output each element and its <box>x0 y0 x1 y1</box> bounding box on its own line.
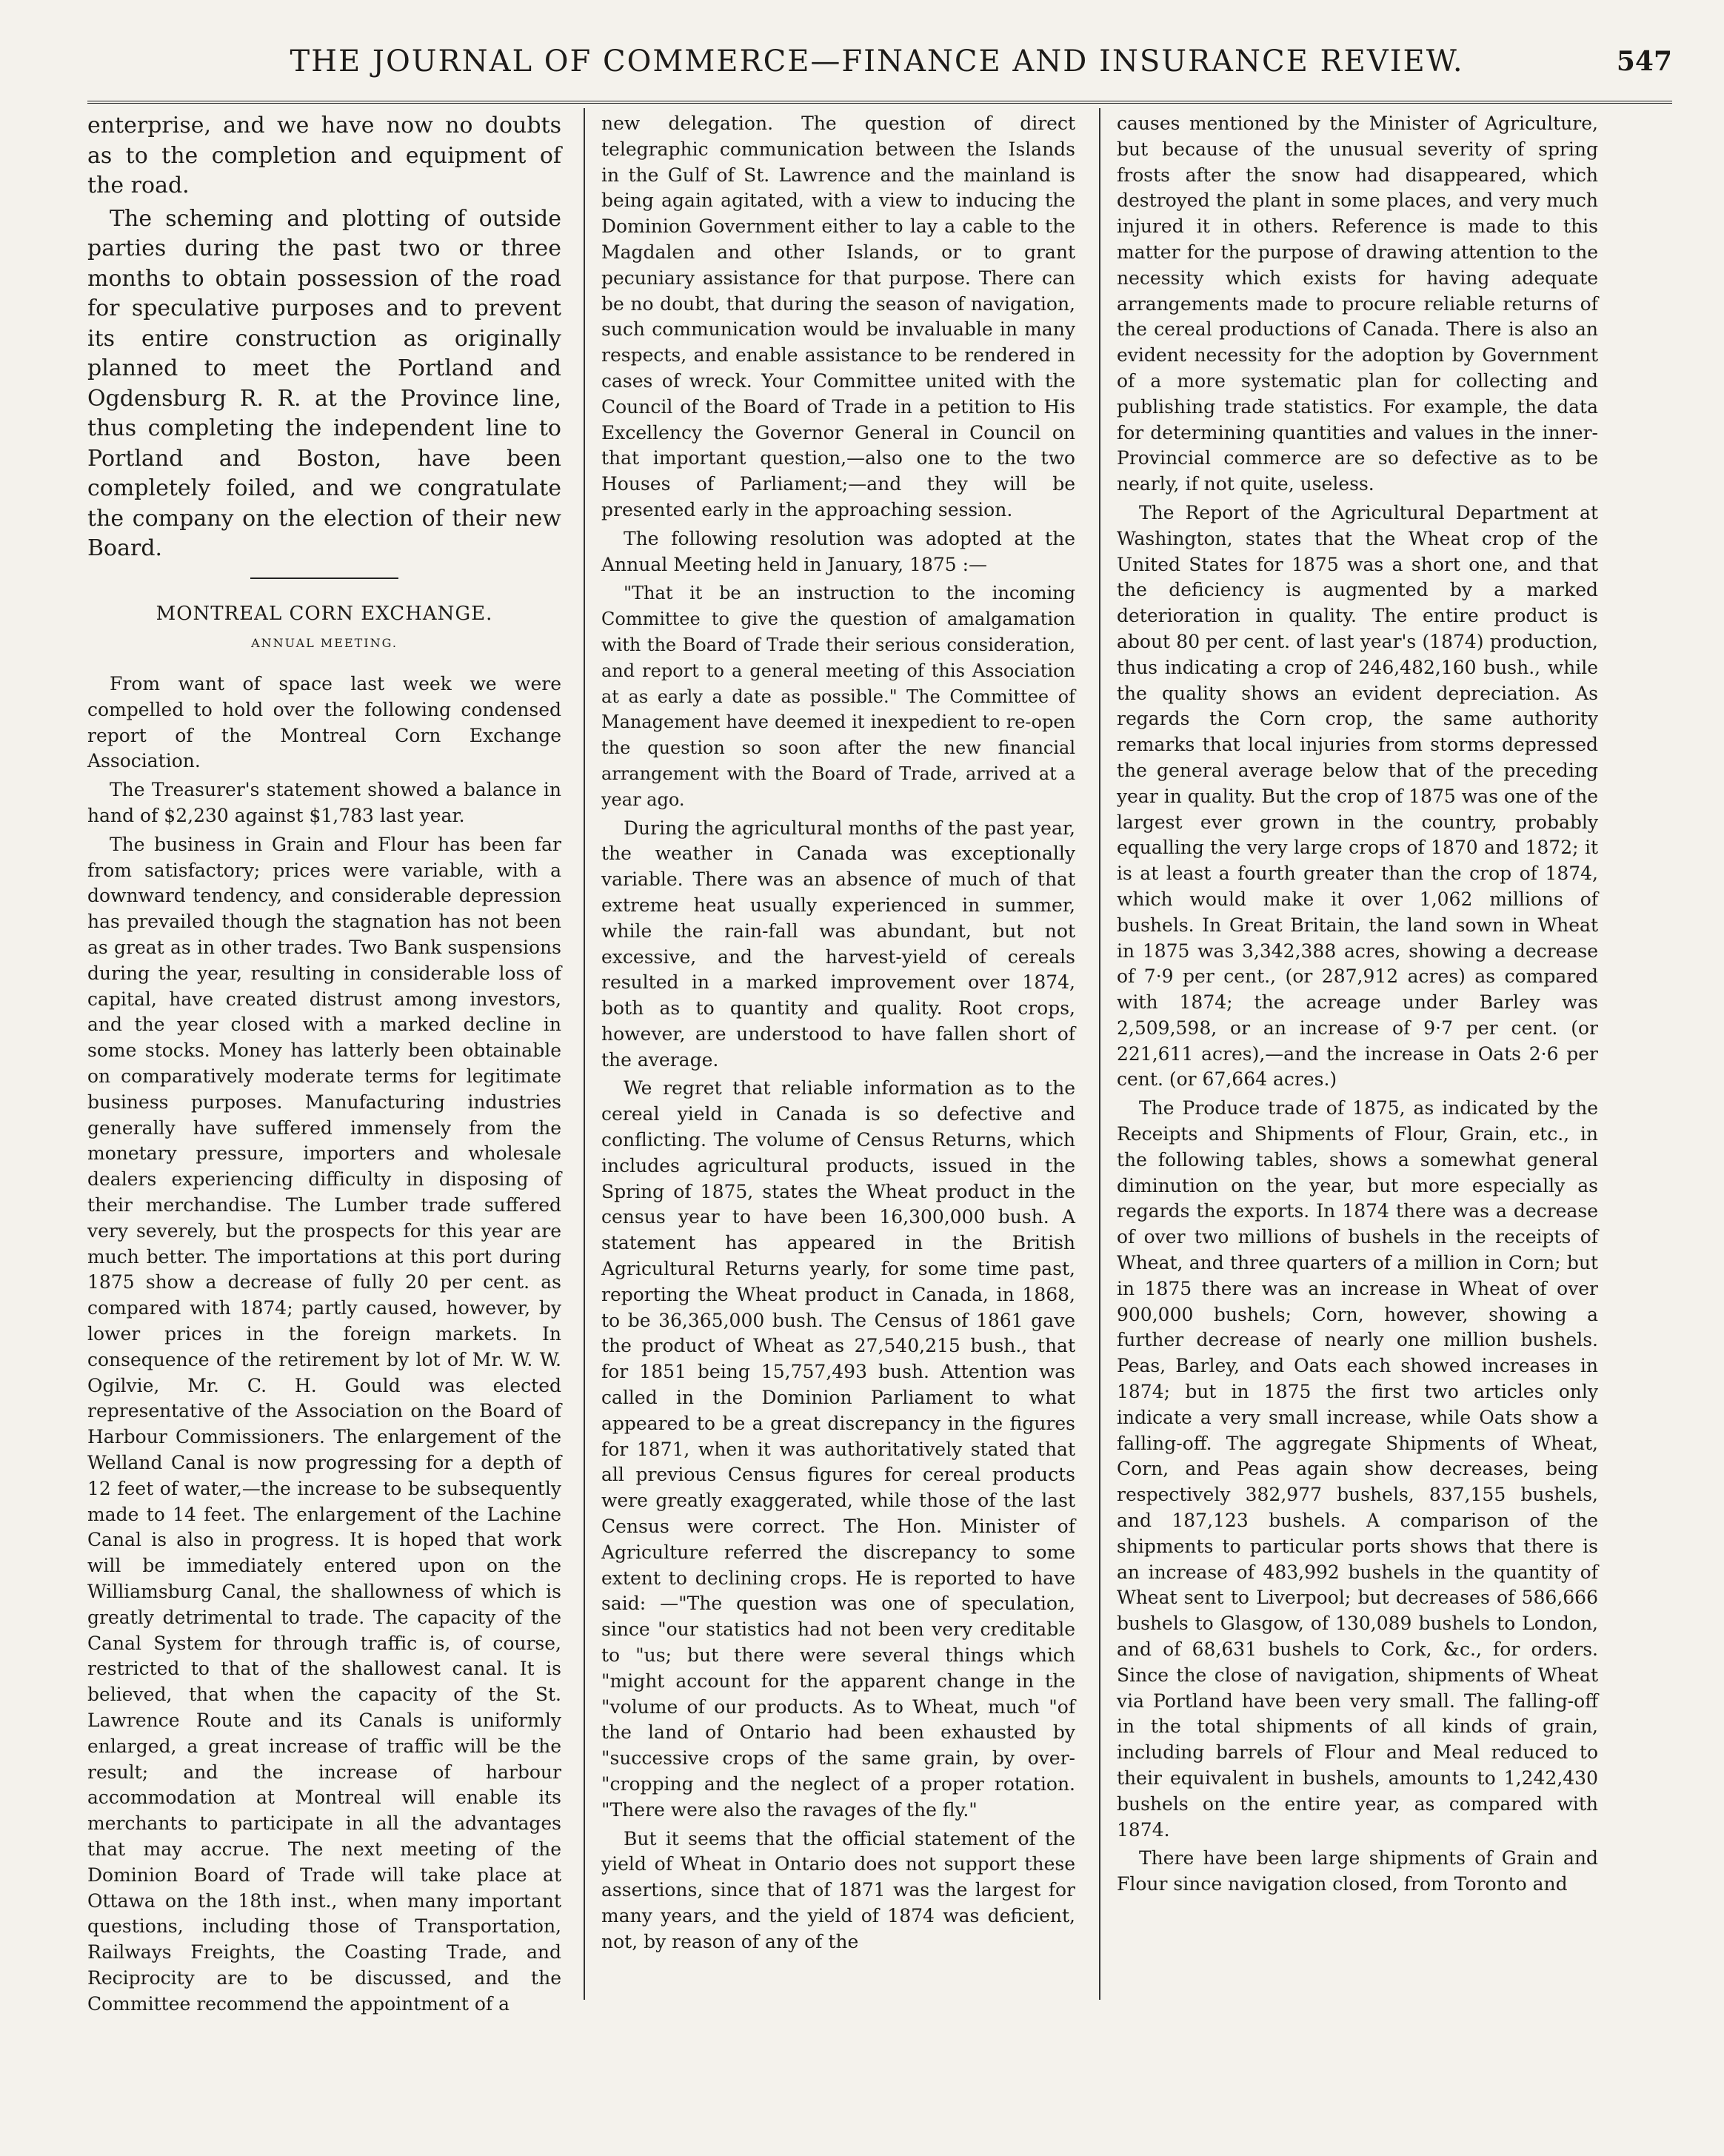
article-paragraph: The following resolution was adopted at the Annual Meeting held in January, 1875 :— <box>601 527 1075 575</box>
page-header <box>81 41 1672 93</box>
article-paragraph: But it seems that the official statement of the yield of Wheat in Ontario does not support these assertions, since that of 1871 was the largest for many years, and the yield of 1874 was deficient, not, by reason of any of the <box>601 1827 1075 1952</box>
article-paragraph: new delegation. The question of direct telegraphic communication between the Islands in the Gulf of St. Lawrence and the mainland is being again agitated, with a view to inducing the Dominion Government either to lay a cable to the Magdalen and other Islands, or to grant pecuniary assistance for that purpose. There can be no doubt, that during the season of navigation, such communication would be invaluable in many respects, and enable assistance to be rendered in cases of wreck. Your Committee united with the Council of the Board of Trade in a petition to His Excellency the Governor General in Council on that important question,—also one to the two Houses of Parliament;—and they will be presented early in the approaching session. <box>601 113 1075 520</box>
article-paragraph: enterprise, and we have now no doubts as to the completion and equipment of the road. <box>87 113 561 198</box>
journal-title: THE JOURNAL OF COMMERCE—FINANCE AND INSURANCE REVIEW. <box>290 44 1464 78</box>
article-paragraph: The business in Grain and Flour has been far from satisfactory; prices were variable, with a downward tendency, and considerable depression has prevailed though the stagnation has not been as great as in other trades. Two Bank suspensions during the year, resulting in considerable loss of capital, have created distrust among investors, and the year closed with a marked decline in some stocks. Money has latterly been obtainable on comparatively moderate terms for legitimate business purposes. Manufacturing industries generally have suffered immensely from the monetary pressure, importers and wholesale dealers experiencing difficulty in disposing of their merchandise. The Lumber trade suffered very severely, but the prospects for this year are much better. The importations at this port during 1875 show a decrease of fully 20 per cent. as compared with 1874; partly caused, however, by lower prices in the foreign markets. In consequence of the retirement by lot of Mr. W. W. Ogilvie, Mr. C. H. Gould was elected representative of the Association on the Board of Harbour Commissioners. The enlargement of the Welland Canal is now progressing for a depth of 12 feet of water,—the increase to be subsequently made to 14 feet. The enlargement of the Lachine Canal is also in progress. It is hoped that work will be immediately entered upon on the Williamsburg Canal, the shallowness of which is greatly detrimental to trade. The capacity of the Canal System for through traffic is, of course, restricted to that of the shallowest canal. It is believed, that when the capacity of the St. Lawrence Route and its Canals is uniformly enlarged, a great increase of traffic will be the result; and the increase of harbour accommodation at Montreal will enable its merchants to participate in all the advantages that may accrue. The next meeting of the Dominion Board of Trade will take place at Ottawa on the 18th inst., when many important questions, including those of Transportation, Railways Freights, the Coasting Trade, and Reciprocity are to be discussed, and the Committee recommend the appointment of a <box>87 833 561 2015</box>
section-subheading: ANNUAL MEETING. <box>251 636 398 651</box>
article-paragraph: The Produce trade of 1875, as indicated by the Receipts and Shipments of Flour, Grain, etc., in the following tables, shows a somewhat general diminution on the year, but more especially as regards the exports. In 1874 there was a decrease of over two millions of bushels in the receipts of Wheat, and three quarters of a million in Corn; but in 1875 there was an increase in Wheat of over 900,000 bushels; Corn, however, showing a further decrease of nearly one million bushels. Peas, Barley, and Oats each showed increases in 1874; but in 1875 the first two articles only indicate a very small increase, while Oats show a falling-off. The aggregate Shipments of Wheat, Corn, and Peas again show decreases, being respectively 382,977 bushels, 837,155 bushels, and 187,123 bushels. A comparison of the shipments to particular ports shows that there is an increase of 483,992 bushels in the quantity of Wheat sent to Liverpool; but decreases of 586,666 bushels to Glasgow, of 130,089 bushels to London, and of 68,631 bushels to Cork, &c., for orders. Since the close of navigation, shipments of Wheat via Portland have been very small. The falling-off in the total shipments of all kinds of grain, including barrels of Flour and Meal reduced to their equivalent in bushels, amounts to 1,242,430 bushels on the entire year, as compared with 1874. <box>1117 1097 1598 1841</box>
article-paragraph: The Report of the Agricultural Department at Washington, states that the Wheat crop of the United States for 1875 was a short one, and that the deficiency is augmented by a marked deterioration in quality. The entire product is about 80 per cent. of last year's (1874) production, thus indicating a crop of 246,482,160 bush., while the quality shows an evident depreciation. As regards the Corn crop, the same authority remarks that local injuries from storms depressed the general average below that of the preceding year in quality. But the crop of 1875 was one of the largest ever grown in the country, probably equalling the very large crops of 1870 and 1872; it is at least a fourth greater than the crop of 1874, which would make it over 1,062 millions of bushels. In Great Britain, the land sown in Wheat in 1875 was 3,342,388 acres, showing a decrease of 7·9 per cent., (or 287,912 acres) as compared with 1874; the acreage under Barley was 2,509,598, or an increase of 9·7 per cent. (or 221,611 acres),—and the increase in Oats 2·6 per cent. (or 67,664 acres.) <box>1117 501 1598 1091</box>
page-number: 547 <box>1616 46 1672 77</box>
quoted-resolution: "That it be an instruction to the incoming Committee to give the question of amalgamation with the Board of Trade their serious consideration, and report to a general meeting of this Association at as early a date as possible." The Committee of Management have deemed it inexpedient to re-open the question so soon after the new financial arrangement with the Board of Trade, arrived at a year ago. <box>601 583 1075 810</box>
article-paragraph: There have been large shipments of Grain and Flour since navigation closed, from Toronto and <box>1117 1847 1598 1895</box>
section-heading: MONTREAL CORN EXCHANGE. <box>156 602 493 625</box>
article-paragraph: From want of space last week we were compelled to hold over the following condensed report of the Montreal Corn Exchange Association. <box>87 673 561 772</box>
header-rule <box>87 101 1672 104</box>
article-paragraph: The Treasurer's statement showed a balance in hand of $2,230 against $1,783 last year. <box>87 779 561 827</box>
article-paragraph: causes mentioned by the Minister of Agriculture, but because of the unusual severity of spring frosts after the snow had disappeared, which destroyed the plant in some places, and very much injured it in others. Reference is made to this matter for the purpose of drawing attention to the necessity which exists for having adequate arrangements made to procure reliable returns of the cereal productions of Canada. There is also an evident necessity for the adoption by Government of a more systematic plan for collecting and publishing trade statistics. For example, the data for determining quantities and values in the inner-Provincial commerce are so defective as to be nearly, if not quite, useless. <box>1117 113 1598 495</box>
article-paragraph: The scheming and plotting of outside parties during the past two or three months to obtain possession of the road for speculative purposes and to prevent its entire construction as originally planned to meet the Portland and Ogdensburg R. R. at the Province line, thus completing the independent line to Portland and Boston, have been completely foiled, and we congratulate the company on the election of their new Board. <box>87 205 561 561</box>
column-divider-1 <box>584 108 585 2000</box>
column-2 <box>601 111 1075 1958</box>
article-paragraph: We regret that reliable information as to the cereal yield in Canada is so defective and conflicting. The volume of Census Returns, which includes agricultural products, issued in the Spring of 1875, states the Wheat product in the census year to have been 16,300,000 bush. A statement has appeared in the British Agricultural Returns yearly, for some time past, reporting the Wheat product in Canada, in 1868, to be 36,365,000 bush. The Census of 1861 gave the product of Wheat as 27,540,215 bush., that for 1851 being 15,757,493 bush. Attention was called in the Dominion Parliament to what appeared to be a great discrepancy in the figures for 1871, when it was authoritatively stated that all previous Census figures for cereal products were greatly exaggerated, while those of the last Census were correct. The Hon. Minister of Agriculture referred the discrepancy to some extent to declining crops. He is reported to have said: —"The question was one of speculation, since "our statistics had not been very creditable to "us; but there were several things which "might account for the apparent change in the "volume of our products. As to Wheat, much "of the land of Ontario had been exhausted by "successive crops of the same grain, by over- "cropping and the neglect of a proper rotation. "There were also the ravages of the fly." <box>601 1077 1075 1821</box>
section-divider <box>250 578 398 579</box>
column-divider-2 <box>1099 108 1100 2000</box>
article-paragraph: During the agricultural months of the past year, the weather in Canada was exceptionally variable. There was an absence of much of that extreme heat usually experienced in summer, while the rain-fall was abundant, but not excessive, and the harvest-yield of cereals resulted in a marked improvement over 1874, both as to quantity and quality. Root crops, however, are understood to have fallen short of the average. <box>601 817 1075 1071</box>
column-3 <box>1117 111 1598 1901</box>
column-1 <box>87 111 561 2021</box>
